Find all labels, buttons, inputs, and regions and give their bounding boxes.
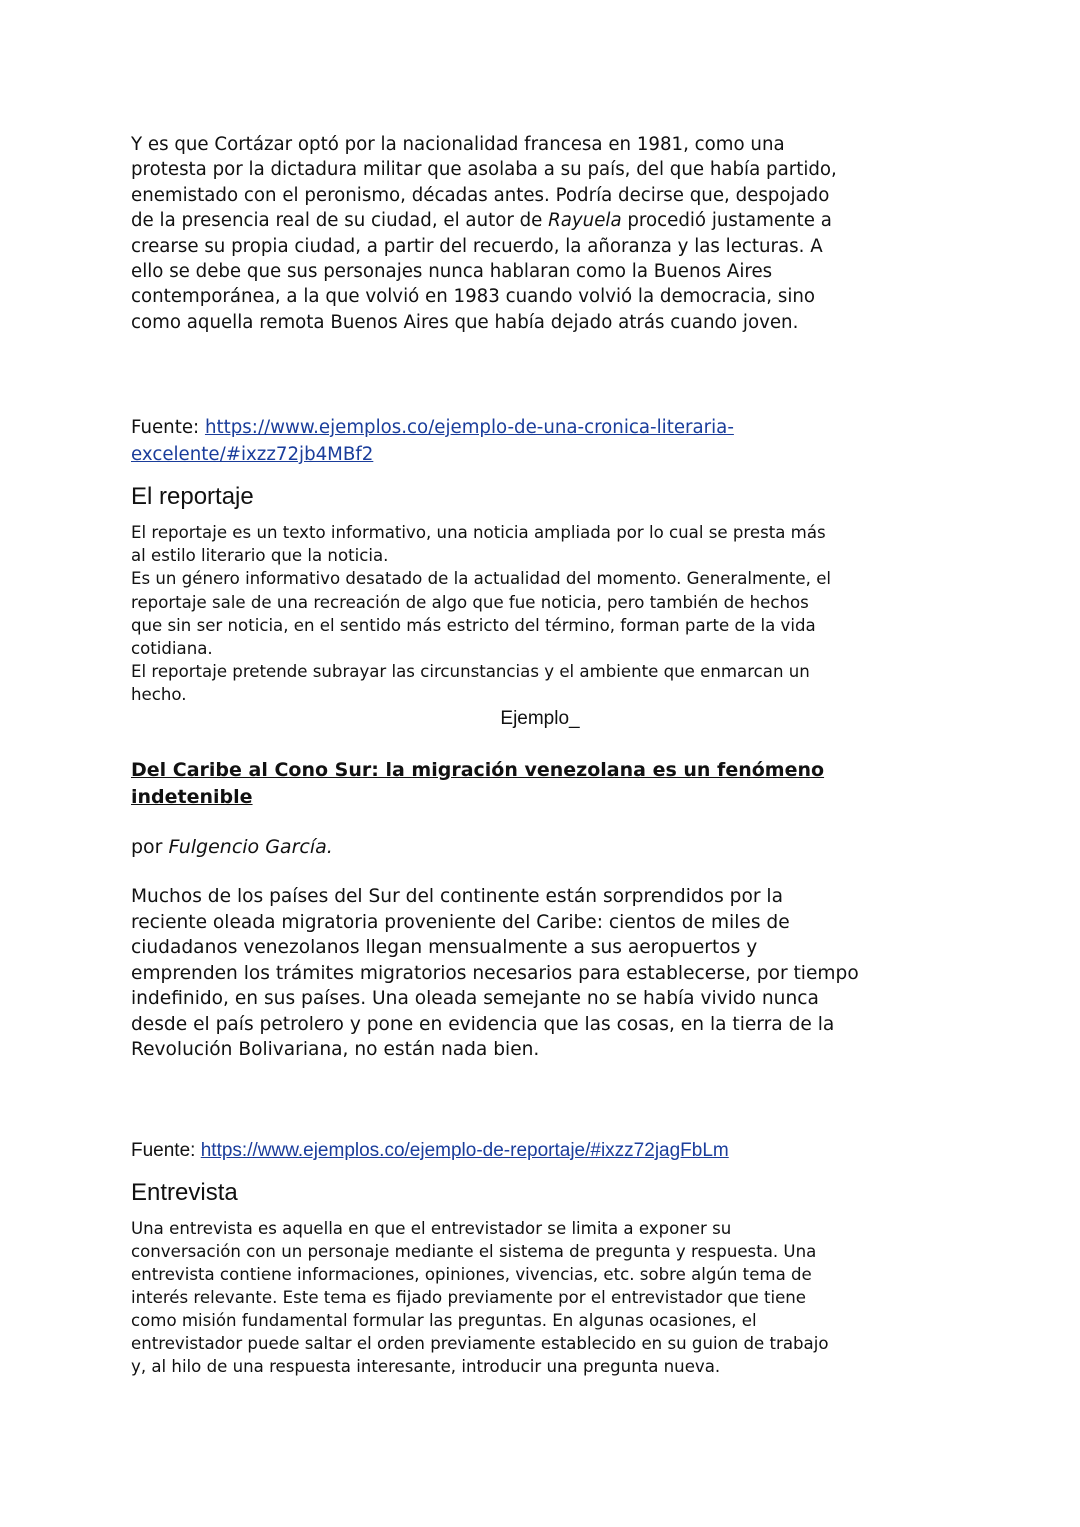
byline-prefix: por [131, 836, 169, 858]
text-line: Es un género informativo desatado de la actualidad del momento. Generalmente, el [131, 569, 832, 589]
text-line: indefinido, en sus países. Una oleada semejante no se había vivido nunca [131, 988, 819, 1009]
text-line: y, al hilo de una respuesta interesante, introducir una pregunta nueva. [131, 1357, 721, 1376]
title-line: indetenible [131, 785, 253, 808]
book-title: Rayuela [548, 210, 622, 232]
text-segment: de la presencia real de su ciudad, el autor de [131, 210, 549, 232]
text-line: enemistado con el peronismo, décadas antes. Podría decirse que, despojado [131, 184, 830, 206]
source-link-continued[interactable]: excelente/#ixzz72jb4MBf2 [131, 444, 374, 465]
text-line: El reportaje es un texto informativo, una noticia ampliada por lo cual se presta más [131, 523, 826, 542]
byline [131, 834, 333, 860]
text-line: que sin ser noticia, en el sentido más estricto del término, forman parte de la vida [131, 615, 816, 635]
cronica-source [131, 414, 734, 468]
text-line: ciudadanos venezolanos llegan mensualmente a sus aeropuertos y [131, 937, 758, 958]
text-line: crearse su propia ciudad, a partir del recuerdo, la añoranza y las lecturas. A [131, 235, 823, 257]
text-line: como aquella remota Buenos Aires que había dejado atrás cuando joven. [131, 311, 799, 333]
section-heading-reportaje: El reportaje [131, 483, 254, 510]
cronica-paragraph [131, 132, 837, 335]
text-line: interés relevante. Este tema es fijado previamente por el entrevistador que tiene [131, 1288, 807, 1307]
text-line: Revolución Bolivariana, no están nada bien. [131, 1039, 540, 1060]
text-line: reciente oleada migratoria proveniente del Caribe: cientos de miles de [131, 911, 790, 933]
text-line: El reportaje pretende subrayar las circunstancias y el ambiente que enmarcan un [131, 662, 810, 682]
text-line: entrevista contiene informaciones, opiniones, vivencias, etc. sobre algún tema de [131, 1265, 812, 1284]
section-heading-entrevista: Entrevista [131, 1179, 238, 1206]
source-link[interactable]: https://www.ejemplos.co/ejemplo-de-una-cronica-literaria- [204, 417, 734, 438]
text-line: contemporánea, a la que volvió en 1983 cuando volvió la democracia, sino [131, 286, 816, 308]
reportaje-paragraph [131, 521, 831, 707]
text-line: reportaje sale de una recreación de algo que fue noticia, pero también de hechos [131, 592, 809, 612]
example-title [131, 757, 824, 810]
text-line: emprenden los trámites migratorios necesarios para establecerse, por tiempo [131, 962, 859, 984]
reportaje-source [131, 1138, 729, 1164]
example-label: Ejemplo_ [500, 708, 580, 729]
text-line: al estilo literario que la noticia. [131, 546, 389, 566]
text-line: hecho. [131, 685, 187, 705]
text-line: cotidiana. [131, 639, 213, 659]
text-line: Una entrevista es aquella en que el entrevistador se limita a exponer su [131, 1219, 732, 1238]
text-line: conversación con un personaje mediante el sistema de pregunta y respuesta. Una [131, 1242, 817, 1261]
text-line: protesta por la dictadura militar que asolaba a su país, del que había partido, [131, 159, 837, 181]
text-line: como misión fundamental formular las preguntas. En algunas ocasiones, el [131, 1311, 757, 1330]
title-line: Del Caribe al Cono Sur: la migración venezolana es un fenómeno [131, 759, 825, 781]
source-label: Fuente: [131, 417, 205, 438]
source-line [131, 414, 734, 441]
text-line: ello se debe que sus personajes nunca hablaran como la Buenos Aires [131, 261, 773, 283]
source-link[interactable]: https://www.ejemplos.co/ejemplo-de-reportaje/#ixzz72jagFbLm [200, 1140, 729, 1161]
text-line: Y es que Cortázar optó por la nacionalidad francesa en 1981, como una [131, 134, 785, 155]
text-line: Muchos de los países del Sur del continente están sorprendidos por la [131, 886, 783, 907]
source-label: Fuente: [131, 1140, 201, 1161]
text-line: entrevistador puede saltar el orden previamente establecido en su guion de trabajo [131, 1334, 829, 1353]
entrevista-paragraph [131, 1217, 829, 1378]
byline-author: Fulgencio García. [168, 836, 333, 858]
text-line: desde el país petrolero y pone en evidencia que las cosas, en la tierra de la [131, 1013, 835, 1035]
example-paragraph [131, 884, 859, 1063]
text-line [131, 208, 837, 233]
text-segment: procedió justamente a [621, 210, 832, 232]
